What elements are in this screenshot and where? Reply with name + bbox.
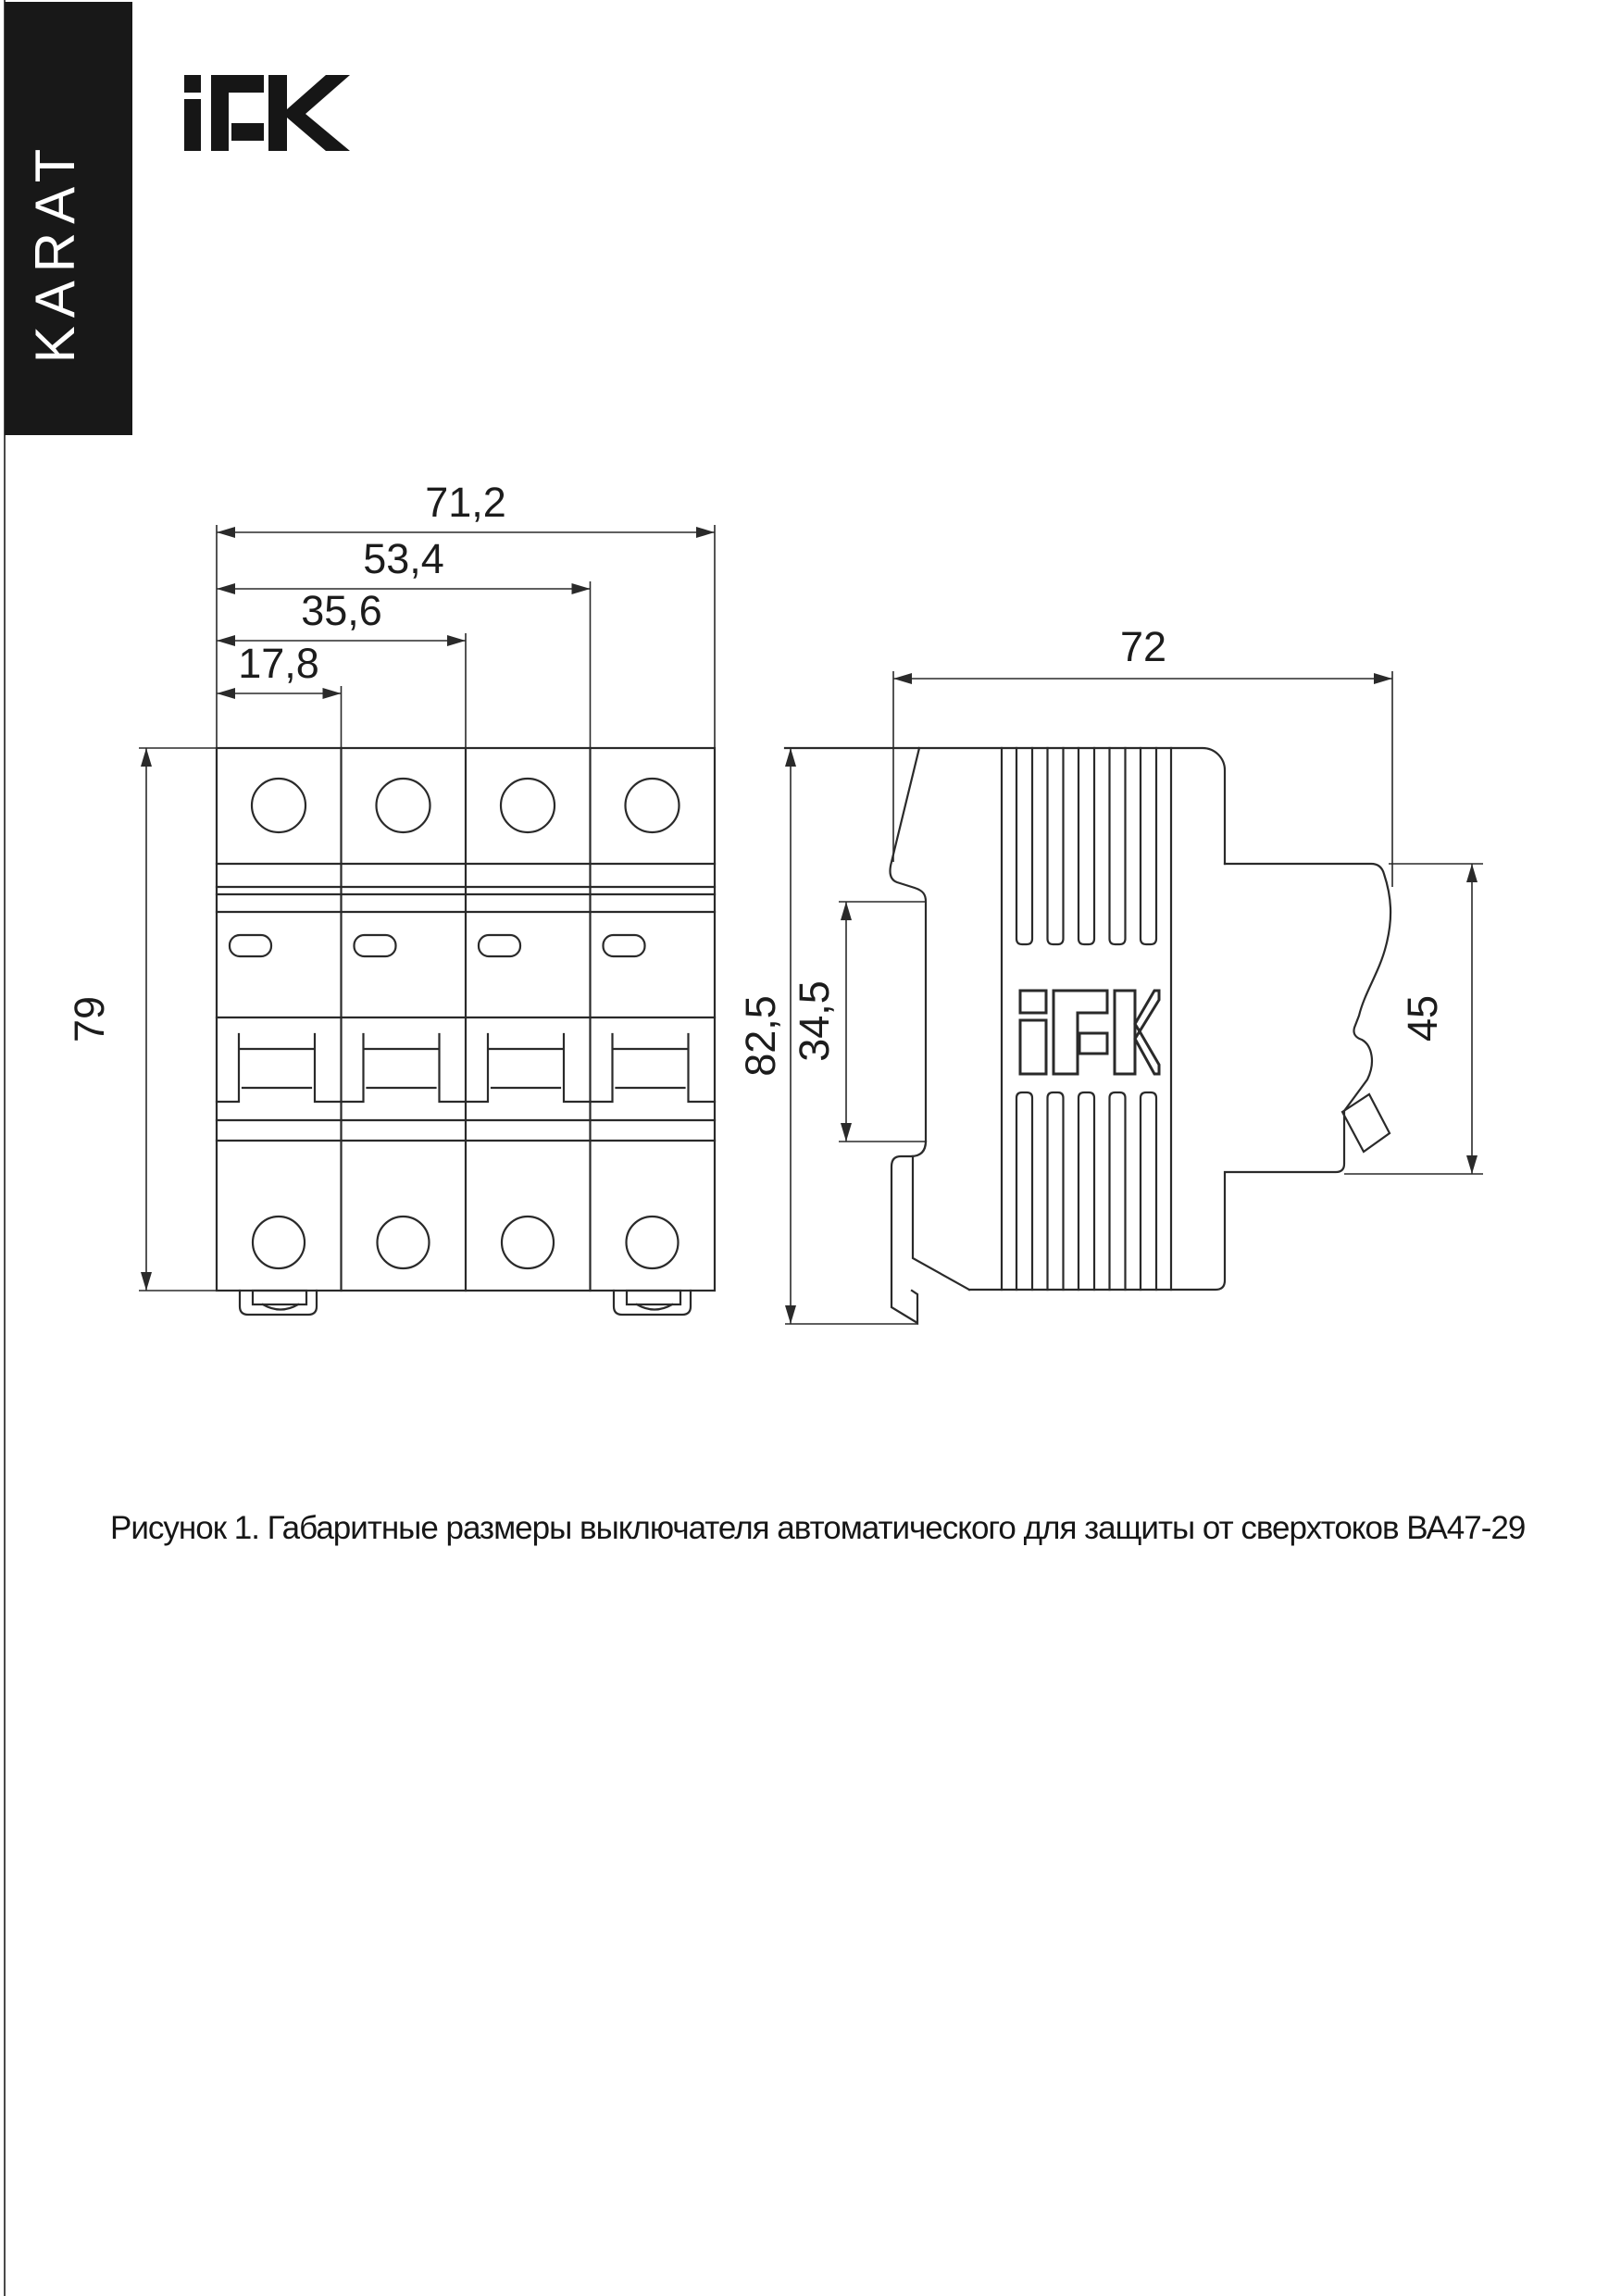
svg-text:79: 79 [66, 995, 113, 1043]
svg-text:72: 72 [1119, 623, 1167, 670]
side-iek-logo [1020, 991, 1159, 1074]
front-view [66, 479, 715, 1315]
svg-text:17,8: 17,8 [238, 640, 319, 687]
karat-banner [5, 2, 132, 435]
svg-text:82,5: 82,5 [737, 995, 784, 1077]
front-dim-one-module [217, 640, 342, 699]
front-din-clips [240, 1291, 691, 1315]
side-lower-vent-slots [1016, 1092, 1156, 1290]
svg-text:34,5: 34,5 [791, 980, 838, 1062]
svg-text:71,2: 71,2 [425, 479, 506, 526]
front-dim-width-total [217, 479, 715, 538]
front-dim-three-modules [217, 535, 591, 594]
svg-text:35,6: 35,6 [301, 587, 382, 634]
side-view [737, 623, 1483, 1324]
figure-caption: Рисунок 1. Габаритные размеры выключателя автоматического для защиты от сверхтоков ВА47-29 [110, 1510, 1526, 1546]
side-dim-terminal-height [1344, 864, 1483, 1174]
side-upper-vent-slots [1016, 748, 1156, 944]
front-dimension-extensions [217, 525, 715, 748]
svg-text:53,4: 53,4 [363, 535, 444, 582]
front-marking-windows [230, 935, 645, 956]
karat-banner-text: KARAT [24, 140, 86, 364]
side-dim-rail-recess [791, 902, 926, 1142]
svg-text:45: 45 [1399, 994, 1446, 1042]
iek-header-logo [184, 75, 350, 151]
front-dim-height [66, 748, 152, 1291]
side-dim-depth [893, 623, 1392, 887]
front-dim-two-modules [217, 587, 466, 646]
